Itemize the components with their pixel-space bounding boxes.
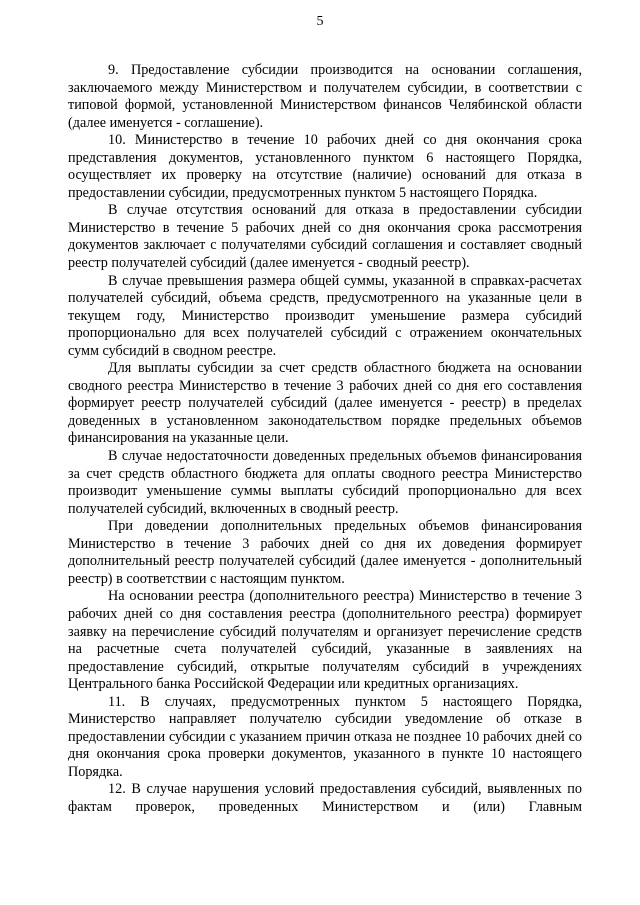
paragraph-insufficient-funding: В случае недостаточности доведенных предельных объемов финансирования за счет средств областного бюджета для оплаты сводного реестра Министерство производит уменьшение суммы выплаты субсидий пропорционально для всех получателей субсидий, включенных в сводный реестр. (68, 448, 582, 517)
paragraph-transfer-request: На основании реестра (дополнительного реестра) Министерство в течение 3 рабочих дней со дня составления реестра (дополнительного реестра) формирует заявку на перечисление субсидий получателям и организует перечисление средств на расчетные счета получателей субсидий, указанные в заявлениях на предоставление субсидий, открытые получателям субсидий в учреждениях Центрального банка Российской Федерации или кредитных организациях. (68, 588, 582, 693)
paragraph-amount-exceeded: В случае превышения размера общей суммы, указанной в справках-расчетах получателей субсидий, объема средств, предусмотренного на указанные цели в текущем году, Министерство производит уменьшение размера субсидий пропорционально для всех получателей субсидий с отражением окончательных сумм субсидий в сводном реестре. (68, 272, 582, 359)
paragraph-item-9: 9. Предоставление субсидии производится на основании соглашения, заключаемого между Министерством и получателем субсидии, в соответствии с типовой формой, установленной Министерством финансов Челябинской области (далее именуется - соглашение). (68, 62, 582, 131)
paragraph-item-10: 10. Министерство в течение 10 рабочих дней со дня окончания срока представления документов, установленного пунктом 6 настоящего Порядка, осуществляет их проверку на отсутствие (наличие) оснований для отказа в предоставлении субсидии, предусмотренных пунктом 5 настоящего Порядка. (68, 132, 582, 201)
paragraph-item-12: 12. В случае нарушения условий предоставления субсидий, выявленных по фактам проверок, проведенных Министерством и (или) Главным (68, 781, 582, 815)
paragraph-additional-funding: При доведении дополнительных предельных объемов финансирования Министерство в течение 3 рабочих дней со дня их доведения формирует дополнительный реестр получателей субсидий (далее именуется - дополнительный реестр) в соответствии с настоящим пунктом. (68, 518, 582, 587)
paragraph-item-11: 11. В случаях, предусмотренных пунктом 5 настоящего Порядка, Министерство направляет получателю субсидии уведомление об отказе в предоставлении субсидии с указанием причин отказа не позднее 10 рабочих дней со дня окончания срока проверки документов, указанного в пункте 10 настоящего Порядка. (68, 693, 582, 780)
page-number: 5 (316, 14, 324, 29)
paragraph-no-refusal-grounds: В случае отсутствия оснований для отказа в предоставлении субсидии Министерство в течение 5 рабочих дней со дня окончания срока рассмотрения документов заключает с получателями субсидий соглашения и составляет сводный реестр получателей субсидий (далее именуется - сводный реестр). (68, 202, 582, 272)
paragraph-payment-registry: Для выплаты субсидии за счет средств областного бюджета на основании сводного реестра Министерство в течение 3 рабочих дней со дня его составления формирует реестр получателей субсидий (далее именуется - реестр) в пределах доведенных в установленном законодательством порядке предельных объемов финансирования на указанные цели. (68, 360, 582, 447)
document-body (68, 62, 582, 817)
